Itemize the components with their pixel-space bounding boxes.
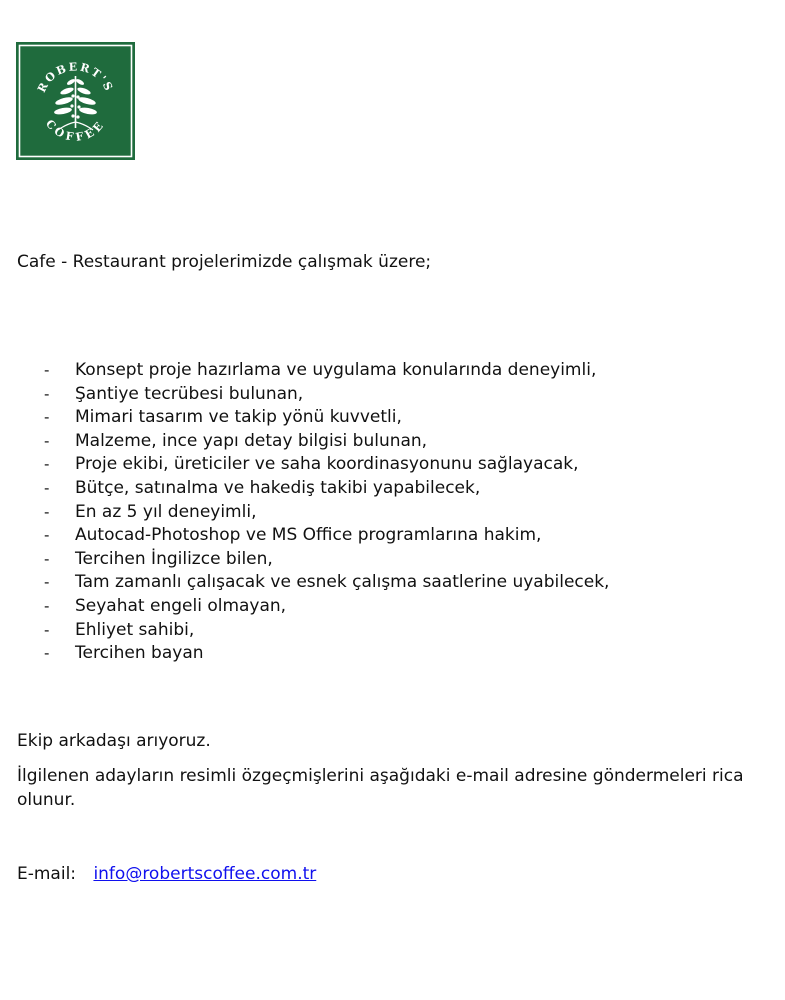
list-item-text: Tam zamanlı çalışacak ve esnek çalışma saatlerine uyabilecek, [75,572,610,593]
bullet-dash: - [44,455,50,474]
bullet-dash: - [44,384,50,403]
bullet-dash: - [44,549,50,568]
logo-text-top: ROBERT'S [35,60,116,95]
bullet-dash: - [44,431,50,450]
email-link[interactable]: info@robertscoffee.com.tr [93,864,317,884]
bullet-dash: - [44,573,50,592]
list-item-text: Bütçe, satınalma ve hakediş takibi yapabilecek, [75,477,481,498]
application-instructions: İlgilenen adayların resimli özgeçmişlerini aşağıdaki e-mail adresine göndermeleri rica olunur. [17,766,744,810]
list-item-text: Şantiye tecrübesi bulunan, [75,383,304,404]
list-item-text: Ehliyet sahibi, [75,619,195,640]
bullet-dash: - [44,408,50,427]
bullet-dash: - [44,644,50,663]
intro-text: Cafe - Restaurant projelerimizde çalışmak üzere; [17,252,432,272]
list-item-text: Malzeme, ince yapı detay bilgisi bulunan, [75,430,428,451]
bullet-dash: - [44,620,50,639]
bullet-dash: - [44,478,50,497]
bullet-dash: - [44,596,50,615]
list-item-text: Konsept proje hazırlama ve uygulama konularında deneyimli, [75,360,597,380]
email-label: E-mail: [17,864,77,884]
list-item-text: En az 5 yıl deneyimli, [75,501,257,522]
list-item-text: Mimari tasarım ve takip yönü kuvvetli, [75,407,402,428]
list-item-text: Tercihen bayan [75,643,204,664]
bullet-dash: - [44,502,50,521]
list-item-text: Autocad-Photoshop ve MS Office programlarına hakim, [75,525,542,546]
closing-text: Ekip arkadaşı arıyoruz. [17,731,211,751]
list-item-text: Seyahat engeli olmayan, [75,595,287,616]
list-item-text: Proje ekibi, üreticiler ve saha koordinasyonunu sağlayacak, [75,454,579,475]
roberts-coffee-logo [16,42,135,160]
bullet-dash: - [44,526,50,545]
bullet-dash: - [44,361,50,379]
logo-text-bottom: COFFEE [43,117,108,144]
list-item-text: Tercihen İngilizce bilen, [75,548,273,569]
email-row [17,862,316,886]
